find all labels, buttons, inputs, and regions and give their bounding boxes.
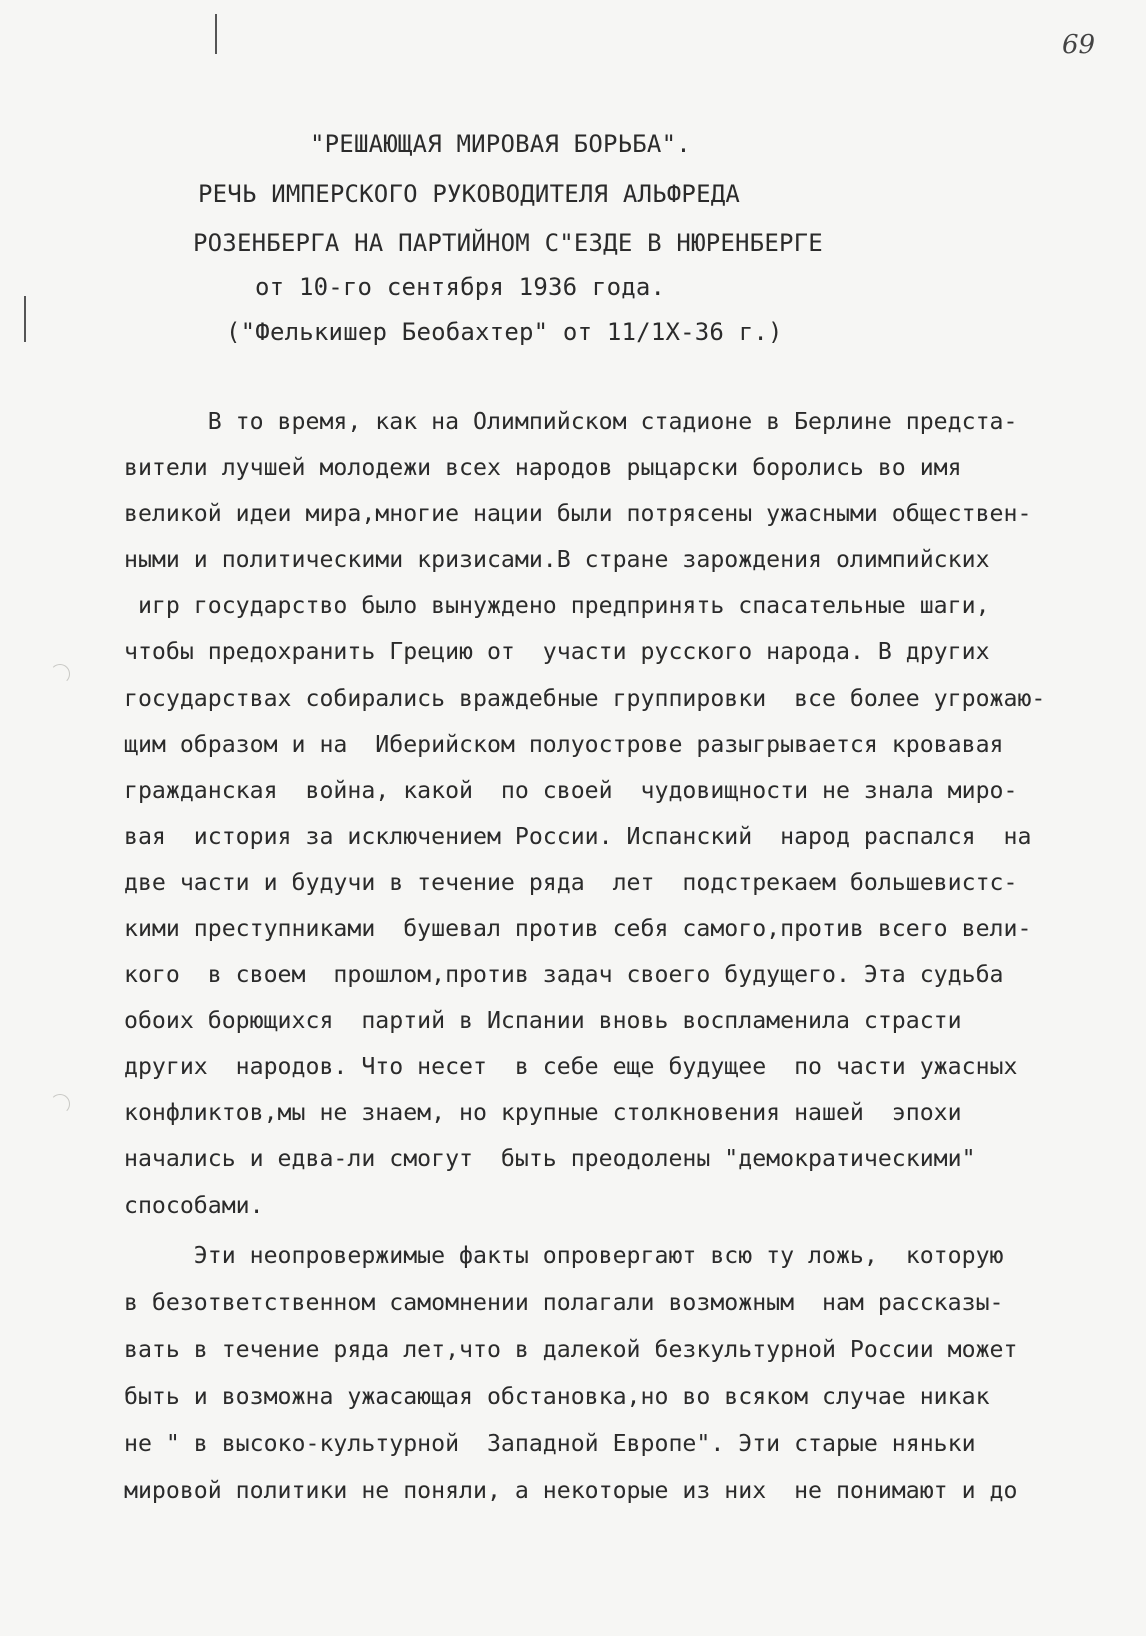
body-line: государствах собирались враждебные группировки все более угрожаю- (124, 685, 1046, 712)
body-line: обоих борющихся партий в Испании вновь воспламенила страсти (124, 1007, 962, 1034)
body-line: вать в течение ряда лет,что в далекой безкультурной России может (124, 1336, 1018, 1363)
body-line: вители лучшей молодежи всех народов рыцарски боролись во имя (124, 454, 962, 481)
heading-line-2: РЕЧЬ ИМПЕРСКОГО РУКОВОДИТЕЛЯ АЛЬФРЕДА (198, 180, 741, 208)
body-line: чтобы предохранить Грецию от участи русского народа. В других (124, 638, 990, 665)
punch-hole-mark-upper (50, 664, 70, 684)
body-line: щим образом и на Иберийском полуострове разыгрывается кровавая (124, 731, 1004, 758)
page-number: 69 (1062, 30, 1096, 60)
body-line: конфликтов,мы не знаем, но крупные столкновения нашей эпохи (124, 1099, 962, 1126)
body-line: Эти неопровержимые факты опровергают всю ту ложь, которую (124, 1242, 1004, 1269)
heading-title: "РЕШАЮЩАЯ МИРОВАЯ БОРЬБА". (310, 130, 691, 158)
heading-date: от 10-го сентября 1936 года. (255, 273, 666, 301)
body-line: кими преступниками бушевал против себя самого,против всего вели- (124, 915, 1032, 942)
body-line: начались и едва-ли смогут быть преодолены "демократическими" (124, 1145, 976, 1172)
body-line: способами. (124, 1192, 264, 1219)
margin-mark-top (215, 14, 217, 54)
body-line: быть и возможна ужасающая обстановка,но во всяком случае никак (124, 1383, 990, 1410)
body-line: в безответственном самомнении полагали возможным нам рассказы- (124, 1289, 1004, 1316)
body-line: игр государство было вынуждено предпринять спасательные шаги, (124, 592, 990, 619)
body-line: ными и политическими кризисами.В стране зарождения олимпийских (124, 546, 990, 573)
body-line: великой идеи мира,многие нации были потрясены ужасными обществен- (124, 500, 1032, 527)
body-line: других народов. Что несет в себе еще будущее по части ужасных (124, 1053, 1018, 1080)
heading-line-3: РОЗЕНБЕРГА НА ПАРТИЙНОМ С"ЕЗДЕ В НЮРЕНБЕРГЕ (193, 229, 823, 257)
body-line: кого в своем прошлом,против задач своего будущего. Эта судьба (124, 961, 1004, 988)
body-line: не " в высоко-культурной Западной Европе". Эти старые няньки (124, 1430, 976, 1457)
punch-hole-mark-lower (50, 1094, 70, 1114)
body-line: В то время, как на Олимпийском стадионе в Берлине предста- (124, 408, 1018, 435)
body-line: мировой политики не поняли, а некоторые из них не понимают и до (124, 1477, 1018, 1504)
body-line: вая история за исключением России. Испанский народ распался на (124, 823, 1032, 850)
heading-source: ("Фелькишер Беобахтер" от 11/1Х-36 г.) (226, 318, 783, 346)
margin-mark-left (24, 296, 26, 342)
body-line: гражданская война, какой по своей чудовищности не знала миро- (124, 777, 1018, 804)
body-line: две части и будучи в течение ряда лет подстрекаем большевистс- (124, 869, 1018, 896)
